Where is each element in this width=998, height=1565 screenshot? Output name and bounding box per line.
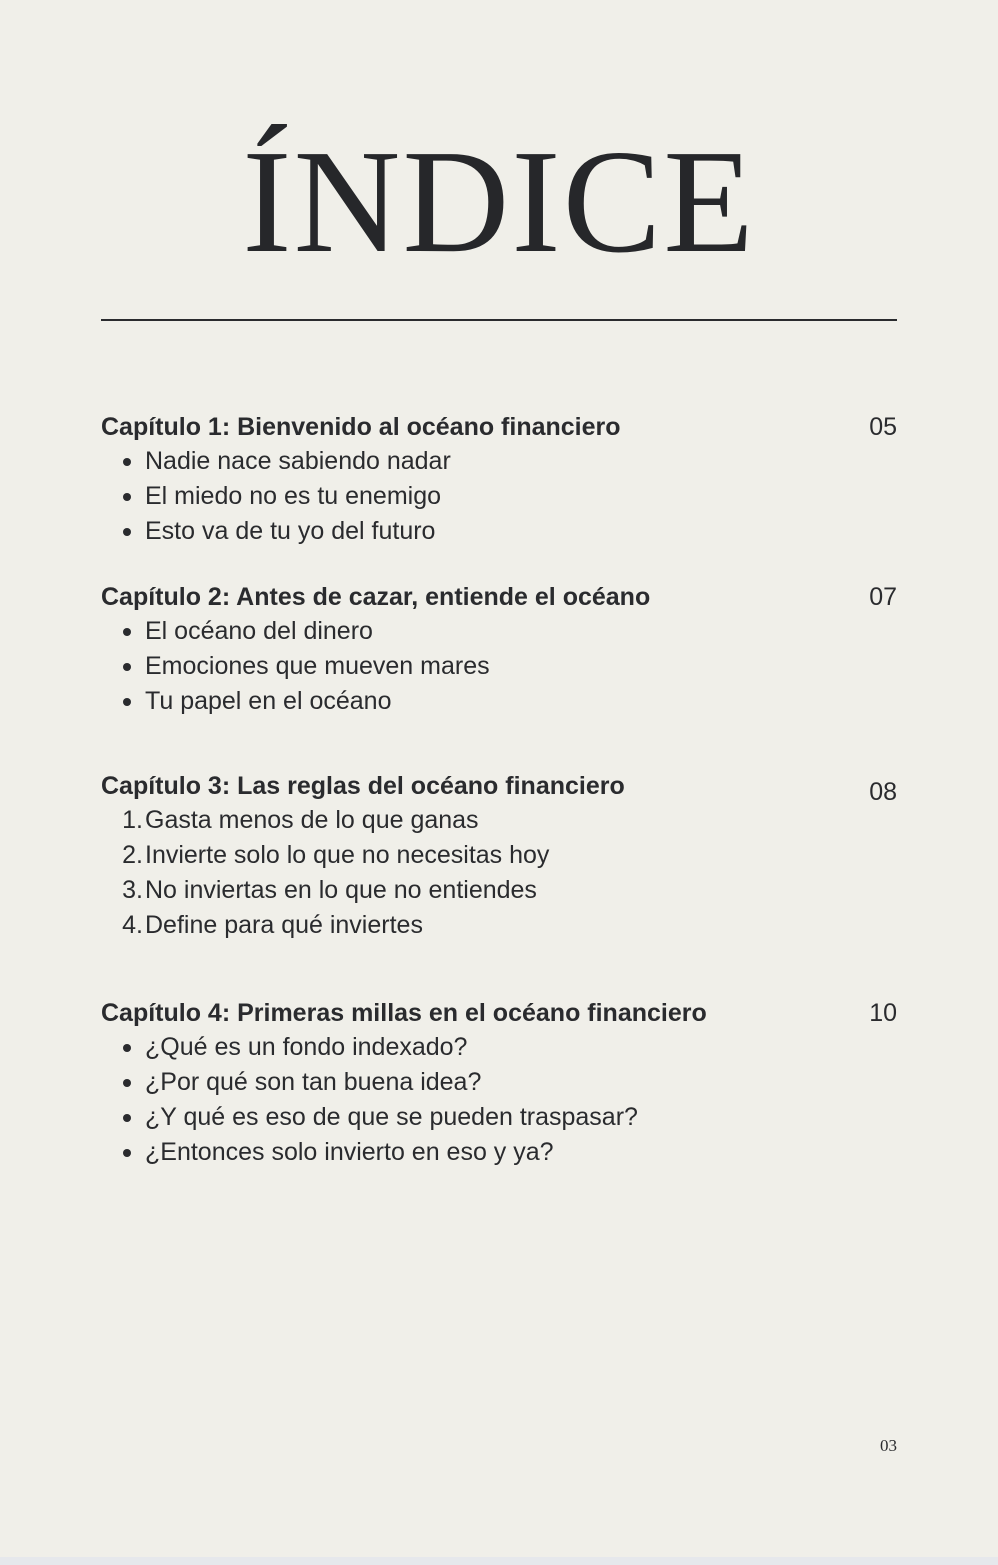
list-item <box>101 1135 897 1170</box>
list-item-label: Nadie nace sabiendo nadar <box>145 447 451 475</box>
list-item <box>101 1100 897 1135</box>
bullet-icon <box>123 1149 131 1157</box>
list-item <box>101 649 897 684</box>
chapter-3-title: Capítulo 3: Las reglas del océano financiero <box>101 772 625 800</box>
list-item-number: 2. <box>122 841 143 869</box>
list-item-number: 1. <box>122 806 143 834</box>
bullet-icon <box>123 528 131 536</box>
chapter-4-title: Capítulo 4: Primeras millas en el océano financiero <box>101 999 707 1027</box>
chapter-3-page-number: 08 <box>869 778 897 806</box>
list-item <box>101 444 897 479</box>
list-item <box>101 614 897 649</box>
bullet-icon <box>123 1044 131 1052</box>
chapter-3-rules <box>101 803 897 943</box>
list-item <box>101 873 897 908</box>
chapter-1-header <box>101 410 897 444</box>
chapter-2-header <box>101 580 897 614</box>
list-item-label: Tu papel en el océano <box>145 687 392 715</box>
list-item-number: 3. <box>122 876 143 904</box>
bullet-icon <box>123 698 131 706</box>
chapter-2-section <box>101 580 897 719</box>
chapter-4-section <box>101 996 897 1170</box>
chapter-1-section <box>101 410 897 549</box>
chapter-3-section <box>101 769 897 943</box>
list-item-label: Gasta menos de lo que ganas <box>145 806 479 834</box>
list-item <box>101 803 897 838</box>
list-item <box>101 514 897 549</box>
list-item <box>101 684 897 719</box>
list-item <box>101 838 897 873</box>
page-number: 03 <box>880 1436 897 1455</box>
list-item <box>101 479 897 514</box>
list-item-label: Invierte solo lo que no necesitas hoy <box>145 841 550 869</box>
chapter-4-page-number: 10 <box>869 999 897 1027</box>
list-item-label: Esto va de tu yo del futuro <box>145 517 436 545</box>
list-item <box>101 908 897 943</box>
chapter-1-topics <box>101 444 897 549</box>
list-item <box>101 1030 897 1065</box>
bullet-icon <box>123 1079 131 1087</box>
chapter-4-header <box>101 996 897 1030</box>
bullet-icon <box>123 628 131 636</box>
list-item-label: Define para qué inviertes <box>145 911 423 939</box>
page-title: ÍNDICE <box>242 120 756 284</box>
list-item-label: El océano del dinero <box>145 617 373 645</box>
list-item <box>101 1065 897 1100</box>
title-divider <box>101 319 897 321</box>
list-item-number: 4. <box>122 911 143 939</box>
chapter-2-page-number: 07 <box>869 583 897 611</box>
chapter-3-header <box>101 769 897 806</box>
list-item-label: ¿Por qué son tan buena idea? <box>145 1068 482 1096</box>
list-item-label: ¿Qué es un fondo indexado? <box>145 1033 468 1061</box>
list-item-label: ¿Entonces solo invierto en eso y ya? <box>145 1138 554 1166</box>
chapter-2-title: Capítulo 2: Antes de cazar, entiende el océano <box>101 583 651 611</box>
bullet-icon <box>123 458 131 466</box>
list-item-label: El miedo no es tu enemigo <box>145 482 442 510</box>
chapter-1-title: Capítulo 1: Bienvenido al océano financiero <box>101 413 621 441</box>
list-item-label: ¿Y qué es eso de que se pueden traspasar? <box>145 1103 638 1131</box>
chapter-2-topics <box>101 614 897 719</box>
bullet-icon <box>123 1114 131 1122</box>
bullet-icon <box>123 663 131 671</box>
bullet-icon <box>123 493 131 501</box>
list-item-label: Emociones que mueven mares <box>145 652 490 680</box>
chapter-4-topics <box>101 1030 897 1170</box>
chapter-1-page-number: 05 <box>869 413 897 441</box>
list-item-label: No inviertas en lo que no entiendes <box>145 876 537 904</box>
